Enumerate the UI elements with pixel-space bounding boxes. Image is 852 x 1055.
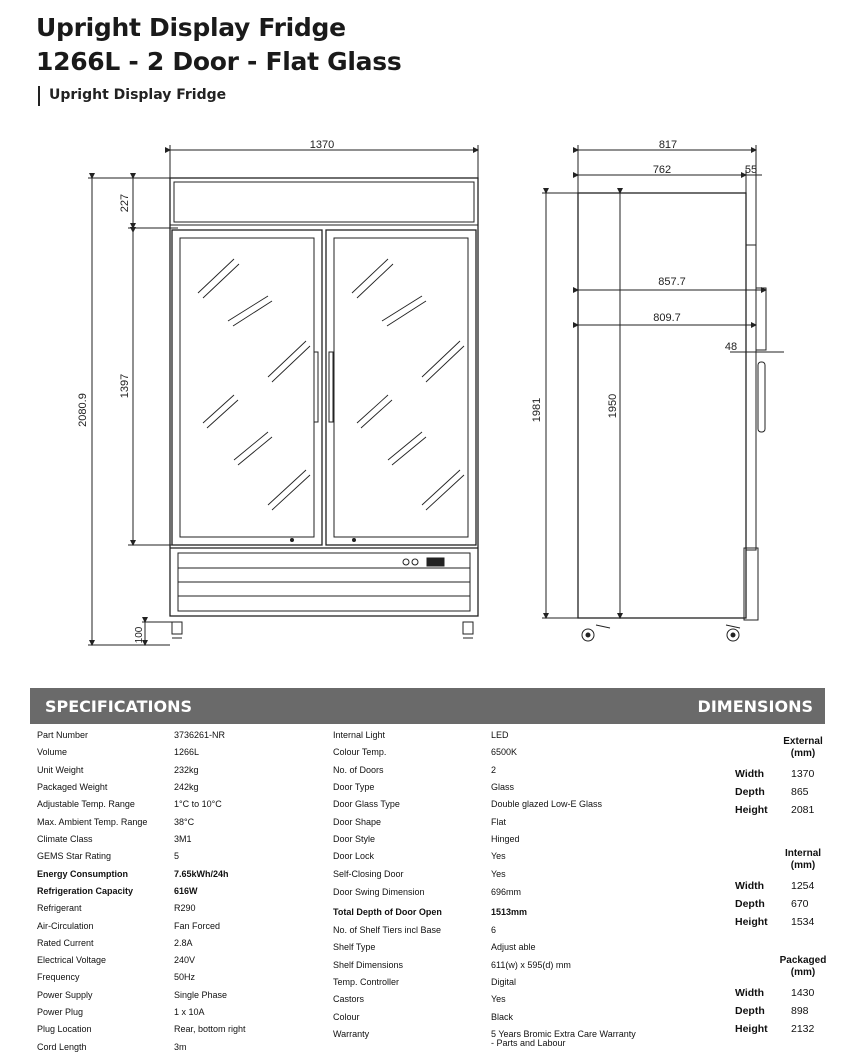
spec-row [37, 1024, 327, 1036]
spec-key: Part Number [37, 730, 89, 740]
dimensions-heading: DIMENSIONS [697, 697, 813, 716]
spec-value: 232kg [174, 765, 199, 775]
spec-row [37, 903, 327, 915]
dimension-row [735, 880, 835, 894]
spec-row [37, 834, 327, 846]
spec-key: Door Shape [333, 817, 382, 827]
spec-key: Temp. Controller [333, 977, 400, 987]
dimension-key: Depth [735, 1005, 765, 1017]
spec-value: 1266L [174, 747, 200, 757]
dim-front-total-height: 2080.9 [77, 393, 89, 427]
dimension-group-title [768, 736, 838, 760]
spec-row [37, 990, 327, 1002]
spec-row [37, 817, 327, 829]
product-title-line-1: Upright Display Fridge [36, 13, 346, 42]
dimension-group-name: Internal [784, 848, 822, 859]
dimension-row [735, 1005, 835, 1019]
spec-value: 1513mm [491, 907, 528, 917]
spec-value: 242kg [174, 782, 199, 792]
spec-value: 50Hz [174, 972, 196, 982]
technical-drawing [0, 110, 852, 680]
spec-value: 5 Years Bromic Extra Care Warranty [491, 1029, 636, 1039]
spec-value: Yes [491, 994, 506, 1004]
spec-value: 2.8A [174, 938, 193, 948]
spec-key: Rated Current [37, 938, 94, 948]
dimension-group-title [768, 848, 838, 872]
dim-side-handle-offset: 48 [724, 341, 738, 353]
spec-value: 6500K [491, 747, 518, 757]
section-header-bar [30, 688, 825, 724]
spec-value: Fan Forced [174, 921, 221, 931]
spec-key: Total Depth of Door Open [333, 907, 442, 917]
spec-key: Door Swing Dimension [333, 887, 425, 897]
dimension-row [735, 987, 835, 1001]
spec-value: Glass [491, 782, 515, 792]
spec-value: 616W [174, 886, 198, 896]
spec-key: Unit Weight [37, 765, 84, 775]
control-knob-1 [403, 559, 409, 565]
spec-key: Shelf Dimensions [333, 960, 404, 970]
spec-key: Refrigerant [37, 903, 82, 913]
spec-key: No. of Shelf Tiers incl Base [333, 925, 442, 935]
dimension-key: Width [735, 987, 765, 999]
spec-key: Cord Length [37, 1042, 87, 1052]
spec-key: No. of Doors [333, 765, 384, 775]
spec-key: Adjustable Temp. Range [37, 799, 135, 809]
dimension-key: Width [735, 768, 765, 780]
left-door-handle [314, 352, 318, 422]
spec-row [37, 886, 327, 898]
side-door [746, 245, 756, 550]
canopy-panel [174, 182, 474, 222]
spec-row [37, 782, 327, 794]
right-door [326, 230, 476, 545]
spec-key: Air-Circulation [37, 921, 94, 931]
spec-value: Flat [491, 817, 507, 827]
spec-value: 6 [491, 925, 497, 935]
right-door-glass [334, 238, 468, 537]
dimension-value: 2132 [791, 1023, 815, 1035]
dimension-row [735, 786, 835, 800]
dimension-value: 1430 [791, 987, 815, 999]
dimension-value: 1534 [791, 916, 815, 928]
spec-value: 5 [174, 851, 180, 861]
dimension-row [735, 768, 835, 782]
front-left-castor [172, 622, 182, 634]
spec-key: Warranty [333, 1029, 370, 1039]
dim-front-top-height: 227 [119, 193, 131, 213]
dimension-key: Depth [735, 786, 765, 798]
spec-value: Digital [491, 977, 517, 987]
spec-value: 611(w) x 595(d) mm [491, 960, 571, 970]
spec-value: Double glazed Low-E Glass [491, 799, 603, 809]
spec-value: Black [491, 1012, 514, 1022]
spec-value: 38°C [174, 817, 195, 827]
spec-value: 3m [174, 1042, 187, 1052]
spec-key: Volume [37, 747, 68, 757]
dimension-row [735, 804, 835, 818]
digital-controller [427, 558, 444, 566]
product-subtitle: Upright Display Fridge [49, 87, 227, 103]
spec-key: Climate Class [37, 834, 93, 844]
dimension-group-unit: (mm) [790, 748, 816, 759]
spec-key: Refrigeration Capacity [37, 886, 134, 896]
dim-side-body-depth: 762 [652, 164, 672, 176]
dim-side-open-depth-1: 857.7 [658, 276, 686, 288]
spec-row [37, 955, 327, 967]
side-view [542, 145, 784, 641]
spec-row [333, 887, 653, 909]
spec-value: Yes [491, 869, 506, 879]
spec-value: LED [491, 730, 509, 740]
left-door [172, 230, 322, 545]
dimension-value: 1254 [791, 880, 815, 892]
dim-front-foot-height: 100 [134, 626, 145, 644]
dimension-group-unit: (mm) [790, 967, 816, 978]
spec-row [37, 851, 327, 863]
dimension-group-unit: (mm) [790, 860, 816, 871]
spec-value: R290 [174, 903, 196, 913]
spec-value: 3M1 [174, 834, 192, 844]
side-cabinet [578, 193, 746, 618]
spec-row [37, 972, 327, 984]
spec-row [37, 1042, 327, 1054]
dimension-row [735, 898, 835, 912]
dimension-row [735, 916, 835, 930]
dim-side-height-1: 1981 [531, 397, 543, 423]
dimension-key: Height [735, 916, 768, 928]
spec-value: 240V [174, 955, 196, 965]
dimension-group-name: Packaged [779, 955, 827, 966]
dimension-row [735, 1023, 835, 1037]
spec-key: Colour [333, 1012, 360, 1022]
subtitle-accent-bar [38, 86, 40, 106]
spec-value: 1°C to 10°C [174, 799, 222, 809]
spec-key: Internal Light [333, 730, 386, 740]
spec-value: 2 [491, 765, 497, 775]
dimension-key: Width [735, 880, 765, 892]
right-door-handle [329, 352, 333, 422]
spec-key: Door Lock [333, 851, 375, 861]
spec-row [37, 869, 327, 881]
spec-value: Hinged [491, 834, 520, 844]
dimension-value: 1370 [791, 768, 815, 780]
spec-value: 1 x 10A [174, 1007, 205, 1017]
dimension-key: Height [735, 804, 768, 816]
dimension-key: Height [735, 1023, 768, 1035]
spec-row [37, 730, 327, 742]
front-right-castor [463, 622, 473, 634]
dimension-group-name: External [783, 736, 823, 747]
dim-side-total-depth: 817 [658, 139, 678, 151]
spec-row [37, 747, 327, 759]
specifications-heading: SPECIFICATIONS [45, 697, 193, 716]
left-door-glass [180, 238, 314, 537]
spec-key: Power Plug [37, 1007, 84, 1017]
spec-key: GEMS Star Rating [37, 851, 112, 861]
spec-key: Colour Temp. [333, 747, 387, 757]
spec-key: Self-Closing Door [333, 869, 404, 879]
spec-row [37, 765, 327, 777]
spec-value: 7.65kWh/24h [174, 869, 229, 879]
spec-key: Door Style [333, 834, 376, 844]
dimension-value: 865 [791, 786, 809, 798]
spec-row [333, 1029, 653, 1051]
spec-value: Single Phase [174, 990, 228, 1000]
dimension-value: 2081 [791, 804, 815, 816]
spec-key: Frequency [37, 972, 80, 982]
spec-key: Max. Ambient Temp. Range [37, 817, 148, 827]
spec-key: Energy Consumption [37, 869, 129, 879]
spec-row [37, 1007, 327, 1019]
spec-value: 696mm [491, 887, 522, 897]
spec-value: Rear, bottom right [174, 1024, 246, 1034]
spec-key: Power Supply [37, 990, 93, 1000]
spec-key: Plug Location [37, 1024, 92, 1034]
spec-key: Door Glass Type [333, 799, 400, 809]
spec-key: Packaged Weight [37, 782, 108, 792]
spec-row [37, 799, 327, 811]
dimension-group-title [768, 955, 838, 979]
spec-row [37, 938, 327, 950]
control-knob-2 [412, 559, 418, 565]
side-handle [758, 362, 765, 432]
dimension-value: 670 [791, 898, 809, 910]
dim-side-height-2: 1950 [607, 393, 619, 419]
dimension-key: Depth [735, 898, 765, 910]
dimension-value: 898 [791, 1005, 809, 1017]
dim-front-door-height: 1397 [119, 373, 131, 399]
dim-front-width: 1370 [309, 139, 335, 151]
spec-value: Adjust able [491, 942, 536, 952]
spec-value: Yes [491, 851, 506, 861]
glass-reflection-lines [198, 259, 464, 510]
spec-value-line-2: - Parts and Labour [491, 1038, 566, 1048]
dim-side-handle-depth: 55 [744, 164, 758, 176]
spec-key: Castors [333, 994, 365, 1004]
cabinet-outline [170, 178, 478, 616]
product-title-line-2: 1266L - 2 Door - Flat Glass [36, 47, 402, 76]
spec-key: Door Type [333, 782, 375, 792]
front-view [88, 145, 478, 645]
dim-side-open-depth-2: 809.7 [653, 312, 681, 324]
spec-key: Shelf Type [333, 942, 376, 952]
spec-key: Electrical Voltage [37, 955, 107, 965]
spec-row [37, 921, 327, 933]
spec-value: 3736261-NR [174, 730, 226, 740]
